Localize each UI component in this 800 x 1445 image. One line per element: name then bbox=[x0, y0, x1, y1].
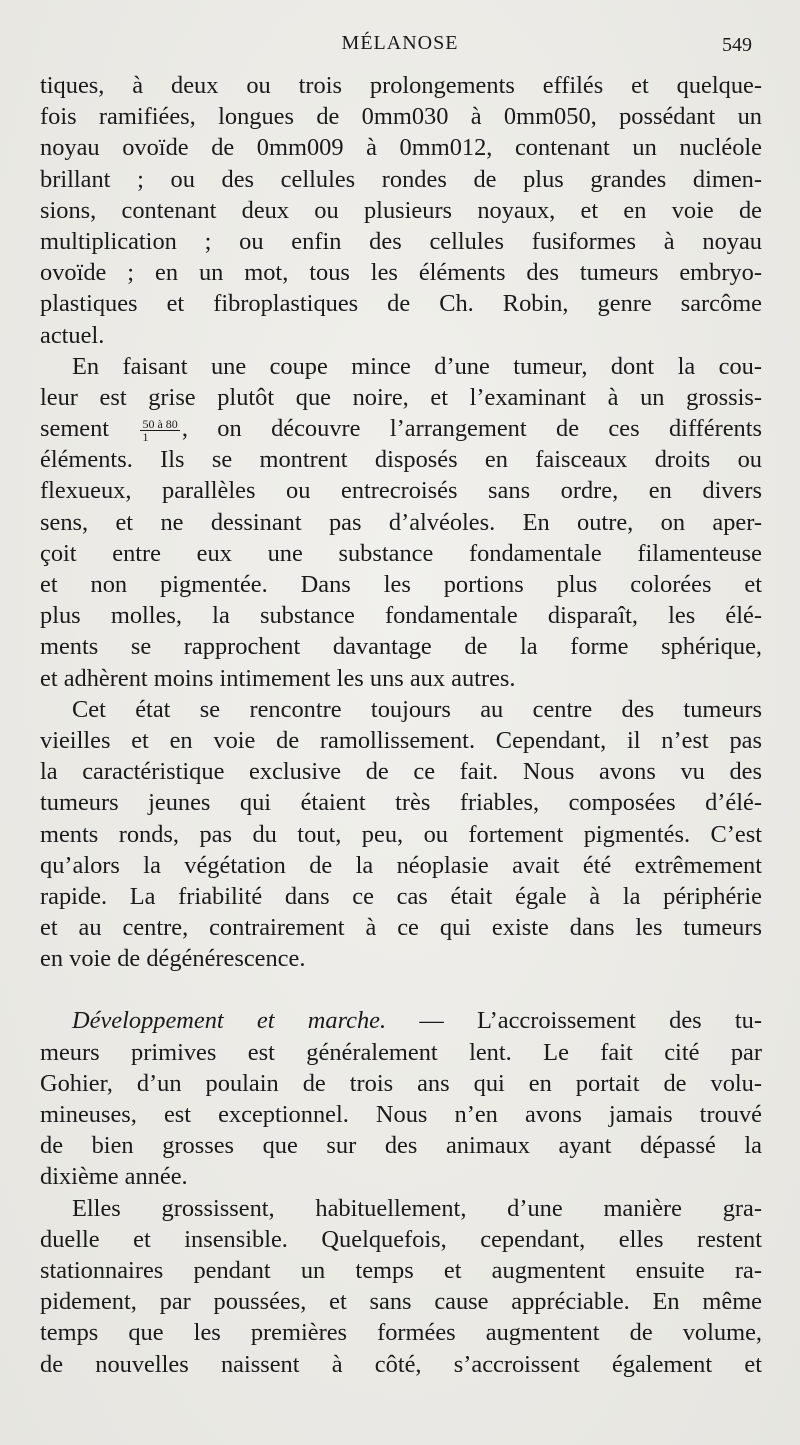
text-line: tiques, à deux ou trois prolongements effilés et quelque- bbox=[40, 72, 762, 99]
text-line: flexueux, parallèles ou entrecroisés sans ordre, en divers bbox=[40, 477, 762, 505]
text-line: duelle et insensible. Quelquefois, cependant, elles restent bbox=[40, 1225, 762, 1253]
text-line: noyau ovoïde de 0mm009 à 0mm012, contenant un nucléole bbox=[40, 134, 762, 162]
text-fragment: , on découvre l’arrangement de ces différents bbox=[181, 415, 762, 443]
text-line: En faisant une coupe mince d’une tumeur, dont la cou- bbox=[72, 352, 762, 380]
text-line: la caractéristique exclusive de ce fait. Nous avons vu des bbox=[40, 758, 762, 786]
magnification-fraction bbox=[140, 418, 179, 443]
text-line: fois ramifiées, longues de 0mm030 à 0mm050, possédant un bbox=[40, 103, 762, 131]
paragraph-1 bbox=[40, 70, 762, 351]
paragraph-2 bbox=[40, 351, 762, 694]
text-fragment: sement bbox=[40, 415, 110, 443]
text-line: plus molles, la substance fondamentale disparaît, les élé- bbox=[40, 602, 762, 630]
text-line: sions, contenant deux ou plusieurs noyaux, et en voie de bbox=[40, 196, 762, 224]
text-line: vieilles et en voie de ramollissement. Cependant, il n’est pas bbox=[40, 726, 762, 754]
text-line: plastiques et fibroplastiques de Ch. Robin, genre sarcôme bbox=[40, 290, 762, 318]
text-line: Cet état se rencontre toujours au centre des tumeurs bbox=[72, 695, 762, 723]
text-line: dixième année. bbox=[40, 1163, 188, 1191]
section-gap bbox=[40, 974, 762, 1005]
text-fragment: — L’accroissement des tu- bbox=[386, 1007, 762, 1035]
section-heading: Développement et marche. bbox=[72, 1007, 387, 1035]
running-head bbox=[40, 32, 760, 60]
fraction-numerator: 50 à 80 bbox=[142, 416, 178, 431]
running-title: MÉLANOSE bbox=[341, 32, 459, 54]
text-line: temps que les premières formées augmentent de volume, bbox=[40, 1319, 762, 1347]
text-line: Elles grossissent, habituellement, d’une manière gra- bbox=[72, 1194, 762, 1222]
text-line: ments se rapprochent davantage de la forme sphérique, bbox=[40, 633, 762, 661]
body-text bbox=[40, 70, 762, 1380]
text-line: qu’alors la végétation de la néoplasie avait été extrêmement bbox=[40, 851, 762, 879]
text-line: çoit entre eux une substance fondamentale filamenteuse bbox=[40, 539, 762, 567]
paragraph-5 bbox=[40, 1193, 762, 1380]
text-line: brillant ; ou des cellules rondes de plus grandes dimen- bbox=[40, 165, 762, 193]
text-line: leur est grise plutôt que noire, et l’examinant à un grossis- bbox=[40, 383, 762, 411]
paragraph-3 bbox=[40, 694, 762, 975]
text-line: et au centre, contrairement à ce qui existe dans les tumeurs bbox=[40, 914, 762, 942]
text-line: pidement, par poussées, et sans cause appréciable. En même bbox=[40, 1288, 762, 1316]
text-line-with-heading bbox=[40, 1005, 762, 1036]
text-line: ments ronds, pas du tout, peu, ou fortement pigmentés. C’est bbox=[40, 820, 762, 848]
text-line: mineuses, est exceptionnel. Nous n’en avons jamais trouvé bbox=[40, 1101, 762, 1128]
paragraph-4 bbox=[40, 1005, 762, 1192]
text-line: et adhèrent moins intimement les uns aux autres. bbox=[40, 664, 516, 692]
text-line: tumeurs jeunes qui étaient très friables, composées d’élé- bbox=[40, 789, 762, 817]
fraction-denominator: 1 bbox=[142, 429, 149, 444]
text-line: de nouvelles naissent à côté, s’accroissent également et bbox=[40, 1350, 762, 1378]
text-line: multiplication ; ou enfin des cellules fusiformes à noyau bbox=[40, 227, 762, 255]
text-line: éléments. Ils se montrent disposés en faisceaux droits ou bbox=[40, 446, 762, 474]
text-line: en voie de dégénérescence. bbox=[40, 945, 306, 973]
text-line: stationnaires pendant un temps et augmentent ensuite ra- bbox=[40, 1256, 762, 1284]
text-line: rapide. La friabilité dans ce cas était égale à la périphérie bbox=[40, 882, 762, 910]
text-line: et non pigmentée. Dans les portions plus colorées et bbox=[40, 571, 762, 598]
text-line: meurs primives est généralement lent. Le fait cité par bbox=[40, 1038, 762, 1066]
text-line: actuel. bbox=[40, 321, 105, 349]
text-line: Gohier, d’un poulain de trois ans qui en portait de volu- bbox=[40, 1069, 762, 1097]
text-line: de bien grosses que sur des animaux ayant dépassé la bbox=[40, 1132, 762, 1160]
page-number: 549 bbox=[722, 34, 752, 56]
text-line: ovoïde ; en un mot, tous les éléments des tumeurs embryo- bbox=[40, 259, 762, 287]
text-line-with-fraction bbox=[40, 413, 762, 444]
text-line: sens, et ne dessinant pas d’alvéoles. En outre, on aper- bbox=[40, 508, 762, 536]
